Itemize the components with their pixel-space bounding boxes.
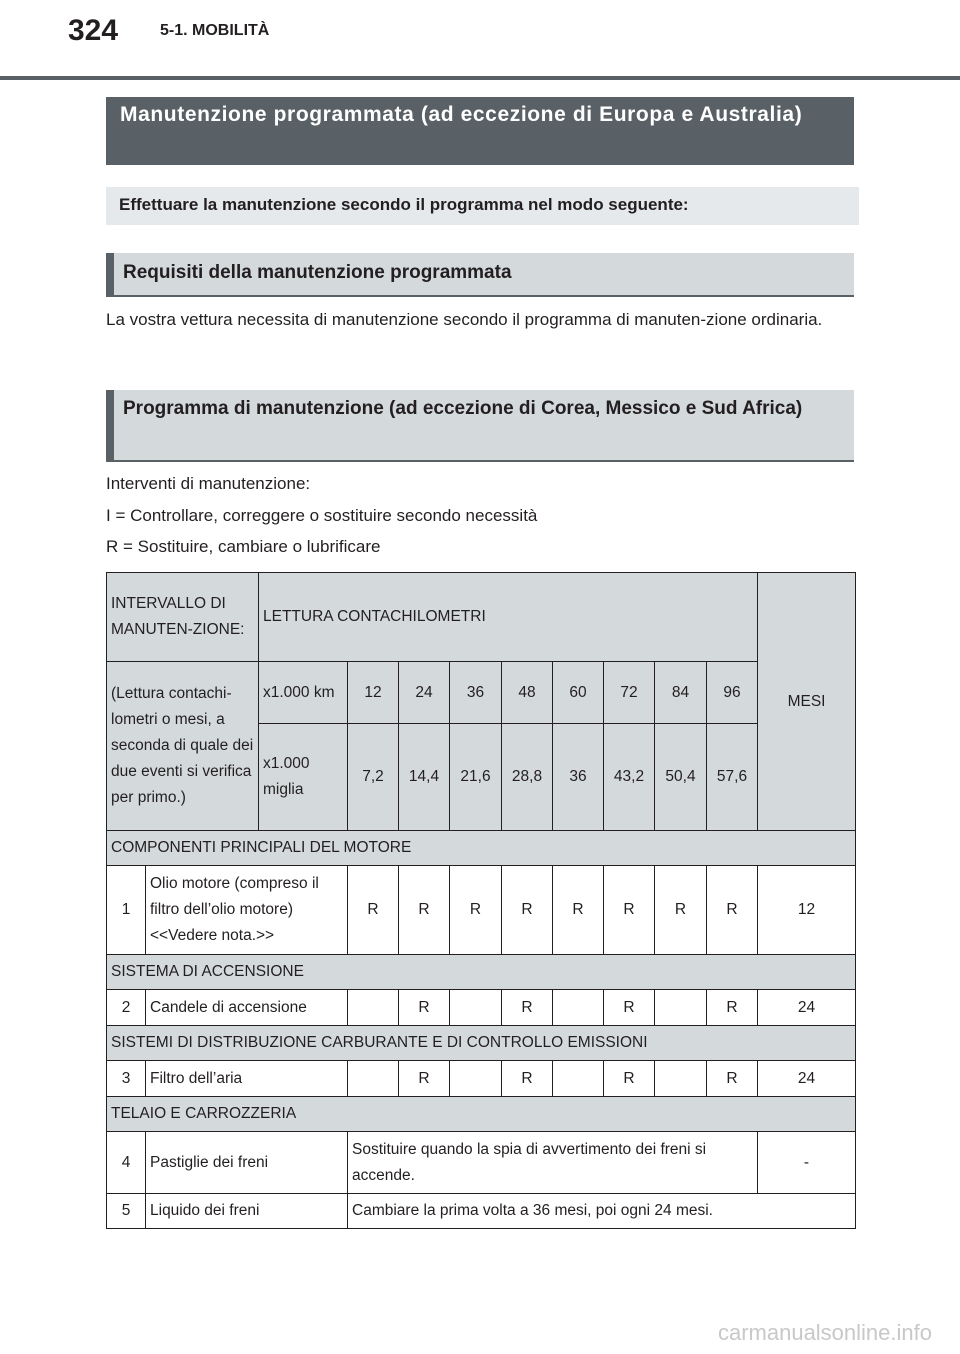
item-name: Pastiglie dei freni xyxy=(146,1132,348,1194)
intro-box: Effettuare la manutenzione secondo il programma nel modo seguente: xyxy=(106,187,859,225)
legend-i: I = Controllare, correggere o sostituire secondo necessità xyxy=(106,506,538,525)
requirements-paragraph: La vostra vettura necessita di manutenzione secondo il programma di manuten-zione ordinaria. xyxy=(106,310,823,329)
mi-value: 50,4 xyxy=(655,724,707,831)
item-name: Candele di accensione xyxy=(146,990,348,1026)
reading-note: (Lettura contachi-lometri o mesi, a seconda di quale dei due eventi si verifica per primo.) xyxy=(107,662,259,831)
interval-cell: R xyxy=(707,1061,758,1097)
interval-cell: R xyxy=(604,990,655,1026)
subheading-schedule: Programma di manutenzione (ad eccezione di Corea, Messico e Sud Africa) xyxy=(106,390,854,462)
interval-cell xyxy=(450,1061,502,1097)
item-number: 5 xyxy=(107,1194,146,1229)
interval-cell: R xyxy=(502,866,553,955)
maintenance-table xyxy=(106,572,856,1229)
main-banner-title: Manutenzione programmata (ad eccezione di Europa e Australia) xyxy=(106,97,854,165)
item-name: Filtro dell’aria xyxy=(146,1061,348,1097)
table-row xyxy=(107,1132,856,1194)
km-value: 12 xyxy=(348,662,399,724)
months-cell: 24 xyxy=(758,990,856,1026)
mi-value: 57,6 xyxy=(707,724,758,831)
mi-value: 28,8 xyxy=(502,724,553,831)
mi-value: 7,2 xyxy=(348,724,399,831)
interval-cell: R xyxy=(604,1061,655,1097)
item-number: 4 xyxy=(107,1132,146,1194)
months-cell: - xyxy=(758,1132,856,1194)
page-header xyxy=(0,0,960,80)
legend-r: R = Sostituire, cambiare o lubrificare xyxy=(106,537,381,556)
section-row: SISTEMA DI ACCENSIONE xyxy=(107,955,856,990)
km-value: 24 xyxy=(399,662,450,724)
table-row xyxy=(107,1061,856,1097)
odometer-label: LETTURA CONTACHILOMETRI xyxy=(259,573,758,662)
km-value: 72 xyxy=(604,662,655,724)
mi-value: 14,4 xyxy=(399,724,450,831)
item-note: Cambiare la prima volta a 36 mesi, poi ogni 24 mesi. xyxy=(348,1194,856,1229)
mi-value: 21,6 xyxy=(450,724,502,831)
km-value: 48 xyxy=(502,662,553,724)
interval-cell xyxy=(348,990,399,1026)
item-name: Olio motore (compreso il filtro dell’olio motore) <<Vedere nota.>> xyxy=(146,866,348,955)
subheading-requirements: Requisiti della manutenzione programmata xyxy=(106,253,854,297)
header-divider xyxy=(0,76,960,80)
mi-value: 43,2 xyxy=(604,724,655,831)
item-note: Sostituire quando la spia di avvertimento dei freni si accende. xyxy=(348,1132,758,1194)
km-value: 84 xyxy=(655,662,707,724)
interval-cell xyxy=(348,1061,399,1097)
interval-cell: R xyxy=(502,1061,553,1097)
interval-label: INTERVALLO DI MANUTEN-ZIONE: xyxy=(107,573,259,662)
item-number: 2 xyxy=(107,990,146,1026)
page-number: 324 xyxy=(68,14,119,47)
table-row xyxy=(107,990,856,1026)
interval-cell: R xyxy=(399,990,450,1026)
interval-cell: R xyxy=(399,866,450,955)
interval-cell: R xyxy=(450,866,502,955)
interval-cell xyxy=(553,990,604,1026)
watermark: carmanualsonline.info xyxy=(717,1320,932,1345)
km-unit: x1.000 km xyxy=(259,662,348,724)
table-row xyxy=(107,1194,856,1229)
interval-cell: R xyxy=(604,866,655,955)
interval-cell: R xyxy=(707,866,758,955)
item-number: 3 xyxy=(107,1061,146,1097)
interval-cell: R xyxy=(399,1061,450,1097)
section-row: TELAIO E CARROZZERIA xyxy=(107,1097,856,1132)
km-value: 96 xyxy=(707,662,758,724)
interval-cell: R xyxy=(707,990,758,1026)
km-value: 60 xyxy=(553,662,604,724)
months-cell: 24 xyxy=(758,1061,856,1097)
item-number: 1 xyxy=(107,866,146,955)
mi-unit: x1.000 miglia xyxy=(259,724,348,831)
interval-cell xyxy=(655,990,707,1026)
months-label: MESI xyxy=(758,573,856,831)
mi-value: 36 xyxy=(553,724,604,831)
interventions-label: Interventi di manutenzione: xyxy=(106,474,311,493)
interval-cell: R xyxy=(655,866,707,955)
interval-cell xyxy=(655,1061,707,1097)
interval-cell xyxy=(450,990,502,1026)
item-name: Liquido dei freni xyxy=(146,1194,348,1229)
km-value: 36 xyxy=(450,662,502,724)
section-row: SISTEMI DI DISTRIBUZIONE CARBURANTE E DI CONTROLLO EMISSIONI xyxy=(107,1026,856,1061)
interval-cell: R xyxy=(348,866,399,955)
section-title: 5-1. MOBILITÀ xyxy=(160,22,270,39)
months-cell: 12 xyxy=(758,866,856,955)
table-row xyxy=(107,866,856,955)
interval-cell: R xyxy=(553,866,604,955)
interval-cell xyxy=(553,1061,604,1097)
section-row: COMPONENTI PRINCIPALI DEL MOTORE xyxy=(107,831,856,866)
interval-cell: R xyxy=(502,990,553,1026)
